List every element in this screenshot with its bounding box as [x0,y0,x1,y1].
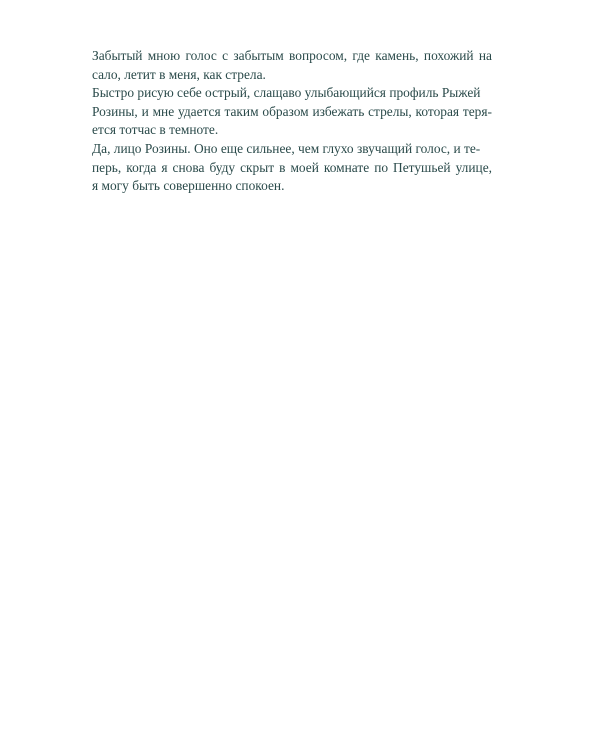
paragraph-2-line-3: ется тотчас в темноте. [92,122,219,138]
paragraph-1-line-1: Забытый мною голос с забытым вопросом, где камень, похожий на [92,48,492,63]
paragraph-3-line-3: я могу быть совершенно спокоен. [92,178,285,194]
paragraph-2-line-2: Розины, и мне удается таким образом избежать стрелы, которая теря- [92,103,492,119]
paragraph-1 [92,47,492,84]
paragraph-3 [92,140,492,196]
paragraph-3-line-2: перь, когда я снова буду скрыт в моей комнате по Петушьей улице, [92,159,492,175]
paragraph-2-line-1: Быстро рисую себе острый, слащаво улыбающийся профиль Рыжей [92,85,481,101]
paragraph-1-line-2: сало, летит в меня, как стрела. [92,66,266,82]
paragraph-2 [92,84,492,140]
paragraph-3-line-1: Да, лицо Розины. Оно еще сильнее, чем глухо звучащий голос, и те- [92,140,481,156]
body-text [92,47,492,196]
